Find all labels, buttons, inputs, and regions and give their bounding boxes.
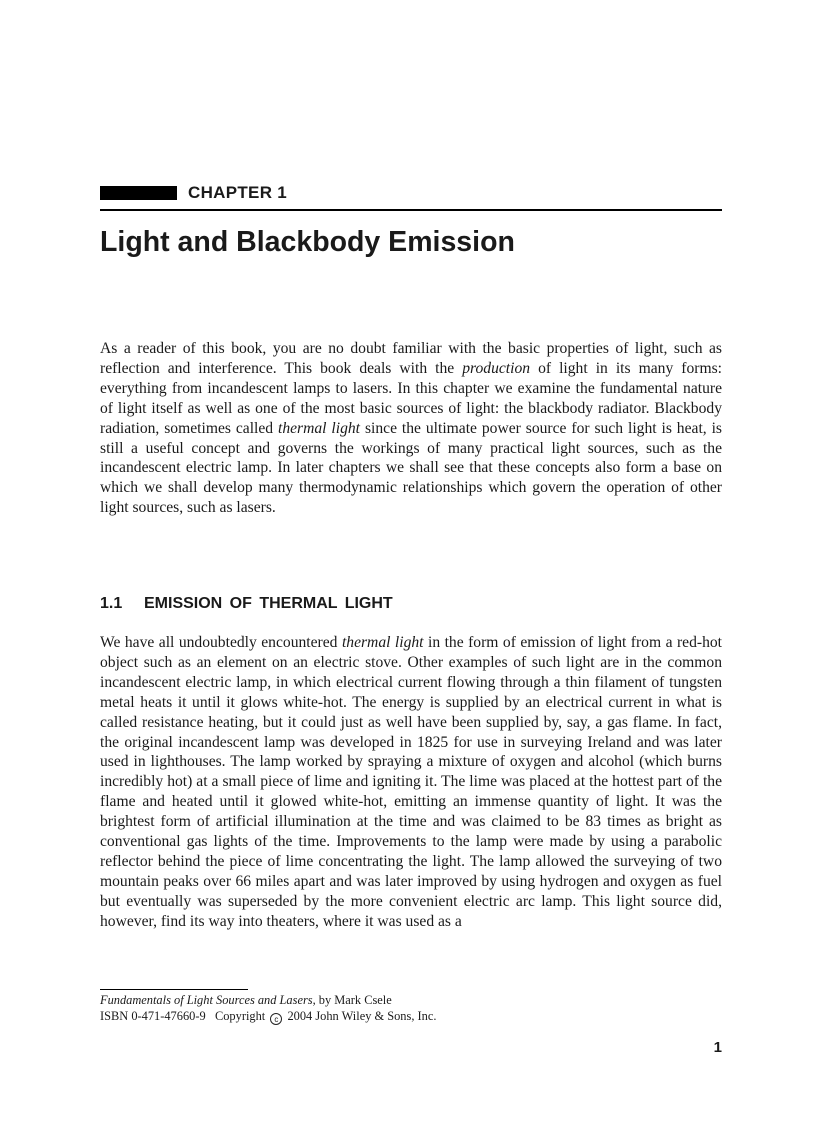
footnote-rule [100, 989, 248, 990]
footnote-author: by Mark Csele [315, 993, 392, 1007]
section-number: 1.1 [100, 595, 123, 612]
body-emphasis-1: thermal light [341, 634, 424, 651]
chapter-bar [100, 186, 177, 200]
footnote-book-title: Fundamentals of Light Sources and Lasers, [100, 993, 316, 1007]
footnote-isbn-line [100, 1009, 436, 1025]
body-paragraph [100, 633, 722, 932]
chapter-rule [100, 209, 722, 211]
section-heading [100, 594, 393, 614]
intro-text-3: since the ultimate power source for such light is heat, is still a useful concept and governs the workings of many practical light sources, such as the incandescent electric lamp. In later chapters we shall see that these concepts also form a base on which we shall develop many thermodynamic relationships which govern the operation of other light sources, such as lasers. [100, 419, 722, 517]
footnote-copyright-word: Copyright [214, 1009, 266, 1023]
intro-text-1: As a reader of this book, you are no doubt familiar with the basic properties of light, such as reflection and interference. This book deals with the [100, 340, 722, 377]
intro-emphasis-2: thermal light [278, 419, 361, 437]
intro-text-2: of light in its many forms: everything from incandescent lamps to lasers. In this chapter we examine the fundamental nature of light itself as well as one of the most basic sources of light: the blackbody radiator. Blackbody radiation, sometimes called [100, 359, 722, 437]
footnote-copyright-rest: 2004 John Wiley & Sons, Inc. [287, 1009, 437, 1023]
page-number: 1 [713, 1039, 722, 1056]
footnote-book-line [100, 993, 392, 1008]
intro-paragraph [100, 339, 722, 518]
copyright-icon: c [270, 1013, 282, 1025]
section-title: EMISSION OF THERMAL LIGHT [144, 595, 393, 612]
chapter-title: Light and Blackbody Emission [100, 226, 515, 258]
chapter-header [100, 183, 722, 205]
footnote-isbn: ISBN 0-471-47660-9 [100, 1009, 206, 1023]
body-text-2: in the form of emission of light from a red-hot object such as an element on an electric stove. Other examples of such light are in the common incandescent electric lamp, in which electrical current flowing through a thin filament of tungsten metal heats it until it glows white-hot. The energy is supplied by an electrical current in what is called resistance heating, but it could just as well have been supplied by, say, a gas flame. In fact, the original incandescent lamp was developed in 1825 for use in surveying Ireland and was later used in lighthouses. The lamp worked by spraying a mixture of oxygen and alcohol (which burns incredibly hot) at a small piece of lime and igniting it. The lime was placed at the hottest part of the flame and heated until it glowed white-hot, emitting an immense quantity of light. It was the brightest form of artificial illumination at the time and was claimed to be 83 times as bright as conventional gas lights of the time. Improvements to the lamp were made by using a parabolic reflector behind the piece of lime concentrating the light. The lamp allowed the surveying of two mountain peaks over 66 miles apart and was later improved by using hydrogen and oxygen as fuel but eventually was superseded by the more convenient electric arc lamp. This light source did, however, find its way into theaters, where it was used as a [100, 634, 723, 930]
body-text-1: We have all undoubtedly encountered [100, 634, 342, 651]
intro-emphasis-1: production [462, 359, 531, 377]
chapter-label: CHAPTER 1 [188, 183, 288, 202]
